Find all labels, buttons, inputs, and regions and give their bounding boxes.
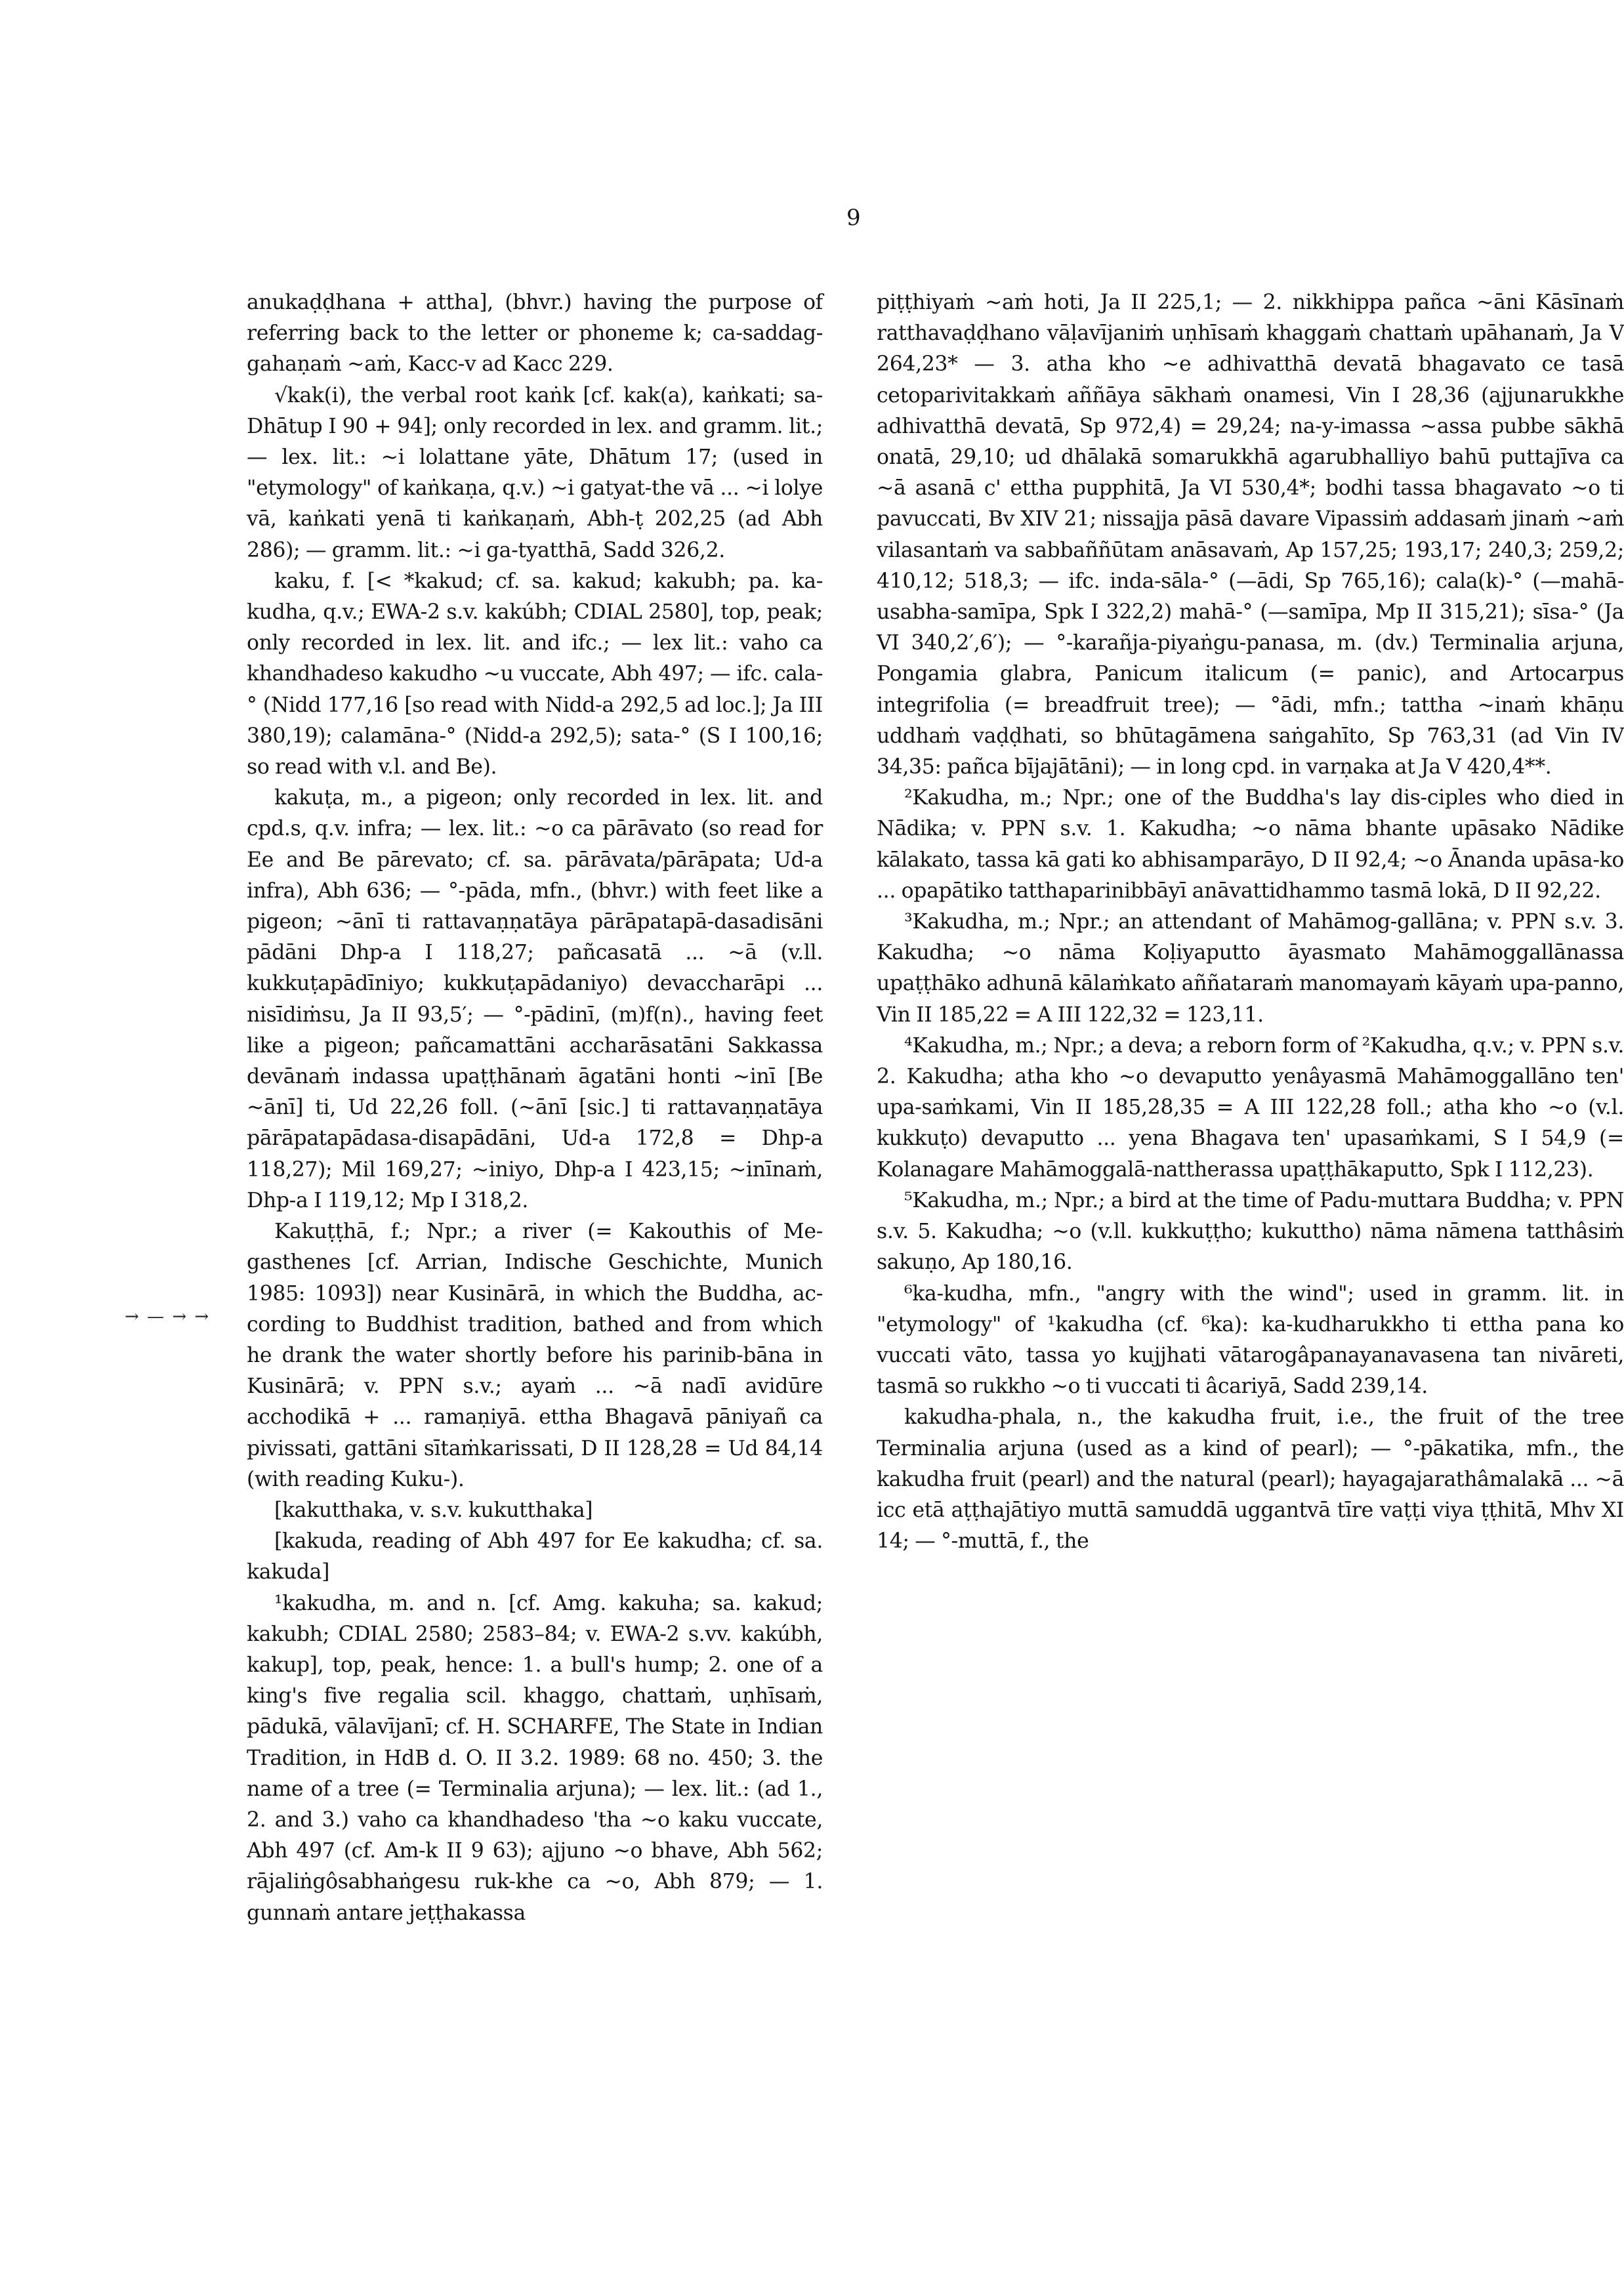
page-number: 9 (846, 205, 861, 231)
entry-kakudha-1: ¹kakudha, m. and n. [cf. Amg. kakuha; sa. kakud; kakubh; CDIAL 2580; 2583–84; v. EWA-2 s.vv. kakúbh, kakup], top, peak, hence: 1. a bull's hump; 2. one of a king's five regalia scil. khaggo, chattaṁ, uṇhīsaṁ, pādukā, vālavījanī; cf. H. SCHARFE, The State in Indian Tradition, in HdB d. O. II 3.2. 1989: 68 no. 450; 3. the name of a tree (= Terminalia arjuna); — lex. lit.: (ad 1., 2. and 3.) vaho ca khandhadeso 'tha ~o kaku vuccate, Abh 497 (cf. Am-k II 9 63); ajjuno ~o bhave, Abh 562; rājaliṅgôsabhaṅgesu ruk-khe ca ~o, Abh 879; — 1. gunnaṁ antare jeṭṭhakassa (247, 1591, 823, 1925)
entry-kakudha-3: ³Kakudha, m.; Npr.; an attendant of Mahāmog-gallāna; v. PPN s.v. 3. Kakudha; ~o nāma Koḷiyaputto āyasmato Mahāmoggallānassa upaṭṭhāko adhunā kālaṁkato aññataraṁ manomayaṁ kāyaṁ upa-panno, Vin II 185,22 = A III 122,32 = 123,11. (877, 910, 1624, 1027)
right-column (877, 287, 1624, 1557)
entry-kakutthaka: [kakutthaka, v. s.v. kukutthaka] (274, 1498, 593, 1522)
margin-arrow-mark: → — → → (125, 1307, 211, 1327)
entry-kakudha-phala: kakudha-phala, n., the kakudha fruit, i.e., the fruit of the tree Terminalia arjuna (used as a kind of pearl); — °-pākatika, mfn., the kakudha fruit (pearl) and the natural (pearl); hayagajarathâmalakā ... ~ā icc etā aṭṭhajātiyo muttā samuddā uggantvā tīre vaṭṭi viya ṭṭhitā, Mhv XI 14; — °-muttā, f., the (877, 1405, 1624, 1554)
entry-kakudha-4: ⁴Kakudha, m.; Npr.; a deva; a reborn form of ²Kakudha, q.v.; v. PPN s.v. 2. Kakudha; atha kho ~o devaputto yenâyasmā Mahāmoggallāno ten' upa-saṁkami, Vin II 185,28,35 = A III 122,28 foll.; atha kho ~o (v.l. kukkuṭo) devaputto ... yena Bhagava ten' upasaṁkami, S I 54,9 (= Kolanagare Mahāmoggalā-nattherassa upaṭṭhākaputto, Spk I 112,23). (877, 1033, 1624, 1182)
entry-kakuttha: Kakuṭṭhā, f.; Npr.; a river (= Kakouthis of Me-gasthenes [cf. Arrian, Indische Geschichte, Munich 1985: 1093]) near Kusinārā, in which the Buddha, ac-cording to Buddhist tradition, bathed and from which he drank the water shortly before his parinib-bāna in Kusinārā; v. PPN s.v.; ayaṁ ... ~ā nadī avidūre acchodikā + ... ramaṇiyā. ettha Bhagavā pāniyañ ca pivissati, gattāni sītaṁkarissati, D II 128,28 = Ud 84,14 (with reading Kuku-). (247, 1220, 823, 1491)
left-column (247, 287, 823, 1929)
entry-kakudha-1-continued: piṭṭhiyaṁ ~aṁ hoti, Ja II 225,1; — 2. nikkhippa pañca ~āni Kāsīnaṁ ratthavaḍḍhano vāḷavījaniṁ uṇhīsaṁ khaggaṁ chattaṁ upāhanaṁ, Ja V 264,23* — 3. atha kho ~e adhivatthā devatā bhagavato ce tasā cetoparivitakkaṁ aññāya sākhaṁ onamesi, Vin I 28,36 (ajjunarukkhe adhivatthā devatā, Sp 972,4) = 29,24; na-y-imassa ~assa pubbe sākhā onatā, 29,10; ud dhālakā somarukkhā agarubhalliyo bahū puttajīva ca ~ā asanā c' ettha pupphitā, Ja VI 530,4*; bodhi tassa bhagavato ~o ti pavuccati, Bv XIV 21; nissajja pāsā davare Vipassiṁ addasaṁ jinaṁ ~aṁ vilasantaṁ va sabbaññūtam anāsavaṁ, Ap 157,25; 193,17; 240,3; 259,2; 410,12; 518,3; — ifc. inda-sāla-° (—ādi, Sp 765,16); cala(k)-° (—mahā-usabha-samīpa, Spk I 322,2) mahā-° (—samīpa, Mp II 315,21); sīsa-° (Ja VI 340,2′,6′); — °-karañja-piyaṅgu-panasa, m. (dv.) Terminalia arjuna, Pongamia glabra, Panicum italicum (= panic), and Artocarpus integrifolia (= breadfruit tree); — °ādi, mfn.; tattha ~inaṁ khāṇu uddhaṁ vaḍḍhati, so bhūtagāmena saṅgahīto, Sp 763,31 (ad Vin IV 34,35: pañca bījajātāni); — in long cpd. in varṇaka at Ja V 420,4**. (877, 291, 1624, 779)
entry-kakudha-6: ⁶ka-kudha, mfn., "angry with the wind"; used in gramm. lit. in "etymology" of ¹kakudha (cf. ⁶ka): ka-kudharukkho ti ettha pana ko vuccati vāto, tassa yo kujjhati vātarogâpanayanavasena tan nivāreti, tasmā so rukkho ~o ti vuccati ti âcariyā, Sadd 239,14. (877, 1281, 1624, 1399)
entry-kakuda: [kakuda, reading of Abh 497 for Ee kakudha; cf. sa. kakuda] (247, 1529, 823, 1584)
entry-continuation: anukaḍḍhana + attha], (bhvr.) having the purpose of referring back to the letter or phoneme k; ca-saddag-gahaṇaṁ ~aṁ, Kacc-v ad Kacc 229. (247, 291, 823, 377)
entry-kaku: kaku, f. [< *kakud; cf. sa. kakud; kakubh; pa. ka-kudha, q.v.; EWA-2 s.v. kakúbh; CDIAL 2580], top, peak; only recorded in lex. lit. and ifc.; — lex lit.: vaho ca khandhadeso kakudho ~u vuccate, Abh 497; — ifc. cala-° (Nidd 177,16 [so read with Nidd-a 292,5 ad loc.]; Ja III 380,19); calamāna-° (Nidd-a 292,5); sata-° (S I 100,16; so read with v.l. and Be). (247, 569, 823, 779)
entry-kakuta: kakuṭa, m., a pigeon; only recorded in lex. lit. and cpd.s, q.v. infra; — lex. lit.: ~o ca pārāvato (so read for Ee and Be pārevato; cf. sa. pārāvata/pārāpata; Ud-a infra), Abh 636; — °-pāda, mfn., (bhvr.) with feet like a pigeon; ~ānī ti rattavaṇṇatāya pārāpatapā-dasadisāni pādāni Dhp-a I 118,27; pañcasatā ... ~ā (v.ll. kukkuṭapādīniyo; kukkuṭapādaniyo) devaccharāpi ... nisīdiṁsu, Ja II 93,5′; — °-pādinī, (m)f(n)., having feet like a pigeon; pañcamattāni accharāsatāni Sakkassa devānaṁ indassa upaṭṭhānaṁ āgatāni honti ~inī [Be ~ānī] ti, Ud 22,26 foll. (~ānī [sic.] ti rattavaṇṇatāya pārāpatapādasa-disapādāni, Ud-a 172,8 = Dhp-a 118,27); Mil 169,27; ~iniyo, Dhp-a I 423,15; ~inīnaṁ, Dhp-a I 119,12; Mp I 318,2. (247, 786, 823, 1212)
entry-kakudha-5: ⁵Kakudha, m.; Npr.; a bird at the time of Padu-muttara Buddha; v. PPN s.v. 5. Kakudha; ~o (v.ll. kukkuṭṭho; kukuttho) nāma nāmena tatthâsiṁ sakuṇo, Ap 180,16. (877, 1188, 1624, 1275)
entry-kakudha-2: ²Kakudha, m.; Npr.; one of the Buddha's lay dis-ciples who died in Nādika; v. PPN s.v. 1. Kakudha; ~o nāma bhante upāsako Nādike kālakato, tassa kā gati ko abhisamparāyo, D II 92,4; ~o Ānanda upāsa-ko ... opapātiko tatthaparinibbāyī anāvattidhammo tasmā lokā, D II 92,22. (877, 786, 1624, 903)
entry-kak-root: √kak(i), the verbal root kaṅk [cf. kak(a), kaṅkati; sa-Dhātup I 90 + 94]; only recorded in lex. and gramm. lit.; — lex. lit.: ~i lolattane yāte, Dhātum 17; (used in "etymology" of kaṅkaṇa, q.v.) ~i gatyat-the vā ... ~i lolye vā, kaṅkati yenā ti kaṅkaṇaṁ, Abh-ṭ 202,25 (ad Abh 286); — gramm. lit.: ~i ga-tyatthā, Sadd 326,2. (247, 383, 823, 562)
